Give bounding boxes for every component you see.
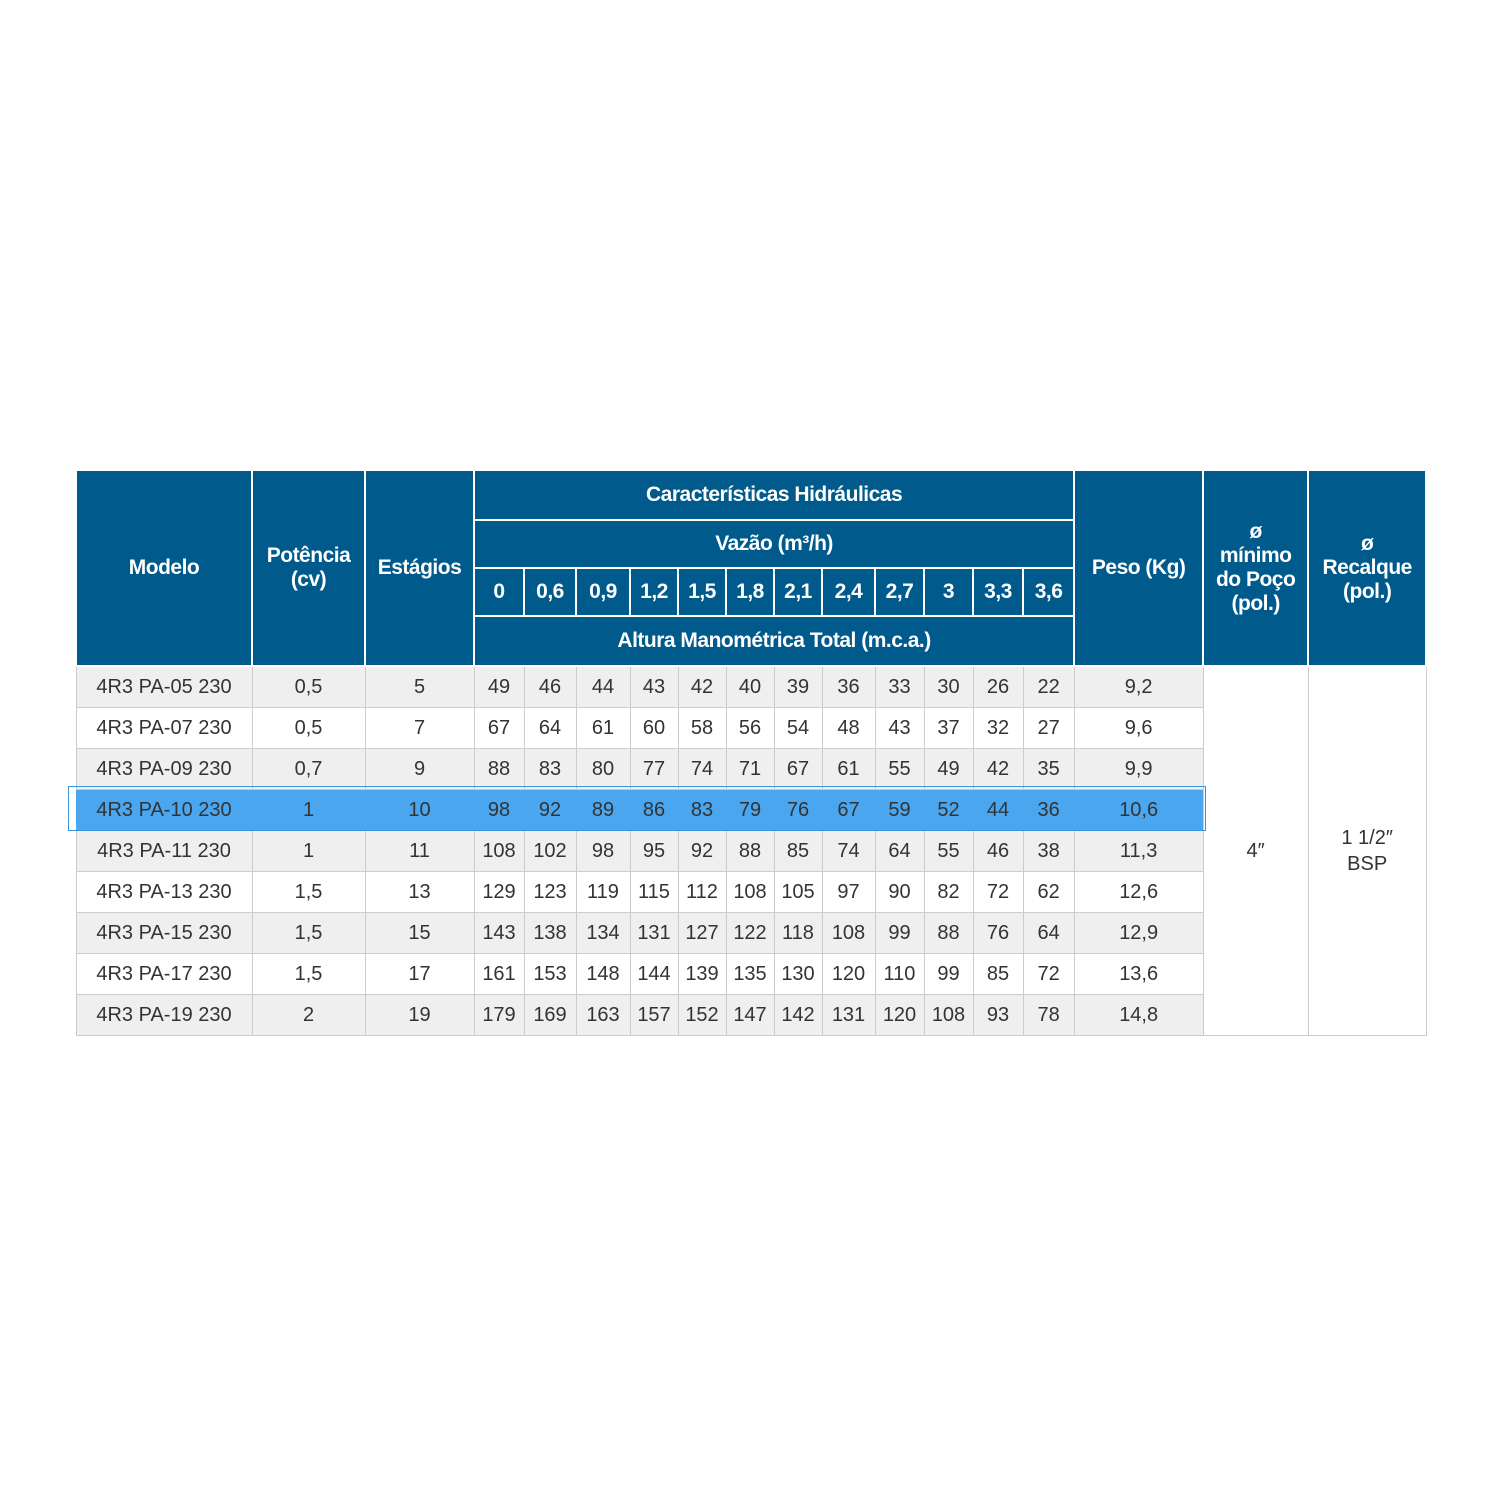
cell-head: 82 — [924, 872, 973, 913]
cell-head: 76 — [973, 913, 1023, 954]
cell-head: 58 — [678, 708, 726, 749]
cell-head: 88 — [924, 913, 973, 954]
cell-head: 123 — [524, 872, 576, 913]
diameter-symbol: ø — [1249, 519, 1262, 543]
cell-head: 27 — [1023, 708, 1074, 749]
header-flow-rate: 0 — [474, 568, 524, 616]
cell-head: 43 — [630, 666, 678, 708]
cell-head: 110 — [875, 954, 924, 995]
cell-head: 92 — [678, 831, 726, 872]
header-peso: Peso (Kg) — [1074, 470, 1203, 666]
cell-head: 95 — [630, 831, 678, 872]
cell-head: 46 — [524, 666, 576, 708]
cell-head: 46 — [973, 831, 1023, 872]
cell-head: 152 — [678, 995, 726, 1036]
cell-head: 98 — [576, 831, 630, 872]
cell-head: 49 — [924, 749, 973, 790]
cell-head: 86 — [630, 790, 678, 831]
cell-head: 44 — [973, 790, 1023, 831]
recalque-line: 1 1/2″ — [1341, 827, 1393, 849]
cell-head: 42 — [973, 749, 1023, 790]
cell-estagios: 5 — [365, 666, 474, 708]
header-flow-rate: 1,5 — [678, 568, 726, 616]
header-recalque — [1308, 470, 1426, 666]
cell-head: 161 — [474, 954, 524, 995]
cell-modelo: 4R3 PA-13 230 — [76, 872, 252, 913]
header-poco-minimo — [1203, 470, 1308, 666]
cell-head: 88 — [474, 749, 524, 790]
cell-estagios: 17 — [365, 954, 474, 995]
cell-head: 92 — [524, 790, 576, 831]
cell-head: 26 — [973, 666, 1023, 708]
header-flow-rate: 3,6 — [1023, 568, 1074, 616]
cell-head: 44 — [576, 666, 630, 708]
header-recalque-line: (pol.) — [1343, 580, 1392, 604]
cell-modelo: 4R3 PA-09 230 — [76, 749, 252, 790]
cell-head: 59 — [875, 790, 924, 831]
cell-head: 142 — [774, 995, 822, 1036]
cell-poco-minimo: 4″ — [1203, 666, 1308, 1036]
header-recalque-line: Recalque — [1322, 555, 1412, 579]
cell-head: 74 — [678, 749, 726, 790]
cell-head: 134 — [576, 913, 630, 954]
cell-modelo: 4R3 PA-11 230 — [76, 831, 252, 872]
cell-head: 138 — [524, 913, 576, 954]
cell-head: 118 — [774, 913, 822, 954]
cell-head: 49 — [474, 666, 524, 708]
cell-peso: 9,2 — [1074, 666, 1203, 708]
cell-estagios: 19 — [365, 995, 474, 1036]
cell-modelo: 4R3 PA-07 230 — [76, 708, 252, 749]
cell-potencia: 0,7 — [252, 749, 365, 790]
header-flow-rate: 2,1 — [774, 568, 822, 616]
cell-modelo: 4R3 PA-05 230 — [76, 666, 252, 708]
cell-head: 74 — [822, 831, 875, 872]
header-altura-manometrica: Altura Manométrica Total (m.c.a.) — [474, 616, 1074, 666]
cell-potencia: 0,5 — [252, 666, 365, 708]
cell-peso: 12,9 — [1074, 913, 1203, 954]
cell-head: 148 — [576, 954, 630, 995]
cell-head: 102 — [524, 831, 576, 872]
cell-head: 83 — [524, 749, 576, 790]
cell-estagios: 11 — [365, 831, 474, 872]
header-flow-rate: 0,6 — [524, 568, 576, 616]
cell-head: 36 — [1023, 790, 1074, 831]
cell-head: 64 — [1023, 913, 1074, 954]
cell-head: 108 — [474, 831, 524, 872]
header-poco-line: (pol.) — [1231, 592, 1280, 616]
cell-peso: 14,8 — [1074, 995, 1203, 1036]
cell-peso: 9,6 — [1074, 708, 1203, 749]
cell-head: 64 — [875, 831, 924, 872]
cell-head: 119 — [576, 872, 630, 913]
cell-potencia: 1 — [252, 831, 365, 872]
cell-modelo: 4R3 PA-10 230 — [76, 790, 252, 831]
cell-head: 62 — [1023, 872, 1074, 913]
cell-head: 108 — [726, 872, 774, 913]
header-estagios: Estágios — [365, 470, 474, 666]
cell-head: 35 — [1023, 749, 1074, 790]
cell-head: 112 — [678, 872, 726, 913]
cell-head: 89 — [576, 790, 630, 831]
cell-potencia: 1,5 — [252, 872, 365, 913]
header-vazao: Vazão (m³/h) — [474, 520, 1074, 568]
cell-peso: 11,3 — [1074, 831, 1203, 872]
cell-head: 60 — [630, 708, 678, 749]
cell-head: 61 — [822, 749, 875, 790]
cell-head: 71 — [726, 749, 774, 790]
cell-estagios: 15 — [365, 913, 474, 954]
cell-head: 80 — [576, 749, 630, 790]
cell-estagios: 10 — [365, 790, 474, 831]
cell-recalque — [1308, 666, 1426, 1036]
cell-estagios: 7 — [365, 708, 474, 749]
cell-head: 43 — [875, 708, 924, 749]
cell-potencia: 1 — [252, 790, 365, 831]
cell-head: 129 — [474, 872, 524, 913]
cell-head: 72 — [1023, 954, 1074, 995]
cell-head: 85 — [774, 831, 822, 872]
cell-head: 99 — [924, 954, 973, 995]
cell-potencia: 1,5 — [252, 954, 365, 995]
cell-head: 42 — [678, 666, 726, 708]
cell-estagios: 13 — [365, 872, 474, 913]
header-flow-rate: 1,2 — [630, 568, 678, 616]
cell-head: 115 — [630, 872, 678, 913]
recalque-line: BSP — [1347, 853, 1388, 875]
cell-head: 39 — [774, 666, 822, 708]
cell-head: 56 — [726, 708, 774, 749]
cell-modelo: 4R3 PA-15 230 — [76, 913, 252, 954]
header-flow-rate: 2,7 — [875, 568, 924, 616]
cell-head: 153 — [524, 954, 576, 995]
table-row — [76, 666, 1426, 708]
header-potencia: Potência (cv) — [252, 470, 365, 666]
cell-head: 67 — [774, 749, 822, 790]
cell-head: 55 — [875, 749, 924, 790]
cell-estagios: 9 — [365, 749, 474, 790]
cell-head: 179 — [474, 995, 524, 1036]
cell-head: 67 — [822, 790, 875, 831]
cell-head: 78 — [1023, 995, 1074, 1036]
cell-head: 131 — [822, 995, 875, 1036]
cell-head: 157 — [630, 995, 678, 1036]
header-flow-rate: 3,3 — [973, 568, 1023, 616]
cell-peso: 12,6 — [1074, 872, 1203, 913]
cell-peso: 13,6 — [1074, 954, 1203, 995]
cell-head: 40 — [726, 666, 774, 708]
cell-peso: 10,6 — [1074, 790, 1203, 831]
cell-head: 169 — [524, 995, 576, 1036]
cell-head: 67 — [474, 708, 524, 749]
cell-head: 38 — [1023, 831, 1074, 872]
cell-head: 143 — [474, 913, 524, 954]
header-flow-rate: 3 — [924, 568, 973, 616]
cell-head: 90 — [875, 872, 924, 913]
cell-modelo: 4R3 PA-19 230 — [76, 995, 252, 1036]
cell-potencia: 0,5 — [252, 708, 365, 749]
cell-head: 32 — [973, 708, 1023, 749]
cell-head: 55 — [924, 831, 973, 872]
header-modelo: Modelo — [76, 470, 252, 666]
cell-head: 37 — [924, 708, 973, 749]
cell-potencia: 2 — [252, 995, 365, 1036]
cell-head: 105 — [774, 872, 822, 913]
cell-potencia: 1,5 — [252, 913, 365, 954]
cell-head: 85 — [973, 954, 1023, 995]
cell-head: 135 — [726, 954, 774, 995]
cell-head: 139 — [678, 954, 726, 995]
cell-head: 22 — [1023, 666, 1074, 708]
cell-head: 36 — [822, 666, 875, 708]
cell-head: 108 — [924, 995, 973, 1036]
header-flow-rate: 2,4 — [822, 568, 875, 616]
cell-head: 52 — [924, 790, 973, 831]
cell-head: 88 — [726, 831, 774, 872]
cell-head: 97 — [822, 872, 875, 913]
cell-head: 144 — [630, 954, 678, 995]
cell-head: 99 — [875, 913, 924, 954]
diameter-symbol: ø — [1360, 531, 1374, 555]
header-flow-rate: 1,8 — [726, 568, 774, 616]
cell-head: 98 — [474, 790, 524, 831]
cell-head: 54 — [774, 708, 822, 749]
cell-head: 33 — [875, 666, 924, 708]
cell-head: 120 — [875, 995, 924, 1036]
header-poco-line: mínimo — [1219, 543, 1292, 567]
cell-head: 131 — [630, 913, 678, 954]
cell-head: 108 — [822, 913, 875, 954]
cell-head: 120 — [822, 954, 875, 995]
cell-head: 122 — [726, 913, 774, 954]
cell-head: 61 — [576, 708, 630, 749]
cell-head: 64 — [524, 708, 576, 749]
cell-head: 147 — [726, 995, 774, 1036]
cell-head: 79 — [726, 790, 774, 831]
cell-head: 77 — [630, 749, 678, 790]
cell-head: 127 — [678, 913, 726, 954]
header-hydraulic-characteristics: Características Hidráulicas — [474, 470, 1074, 520]
cell-head: 130 — [774, 954, 822, 995]
cell-head: 76 — [774, 790, 822, 831]
cell-head: 48 — [822, 708, 875, 749]
cell-head: 163 — [576, 995, 630, 1036]
pump-spec-table — [75, 469, 1427, 1036]
header-flow-rate: 0,9 — [576, 568, 630, 616]
cell-head: 30 — [924, 666, 973, 708]
cell-head: 72 — [973, 872, 1023, 913]
cell-peso: 9,9 — [1074, 749, 1203, 790]
cell-modelo: 4R3 PA-17 230 — [76, 954, 252, 995]
cell-head: 83 — [678, 790, 726, 831]
header-poco-line: do Poço — [1215, 568, 1296, 591]
cell-head: 93 — [973, 995, 1023, 1036]
